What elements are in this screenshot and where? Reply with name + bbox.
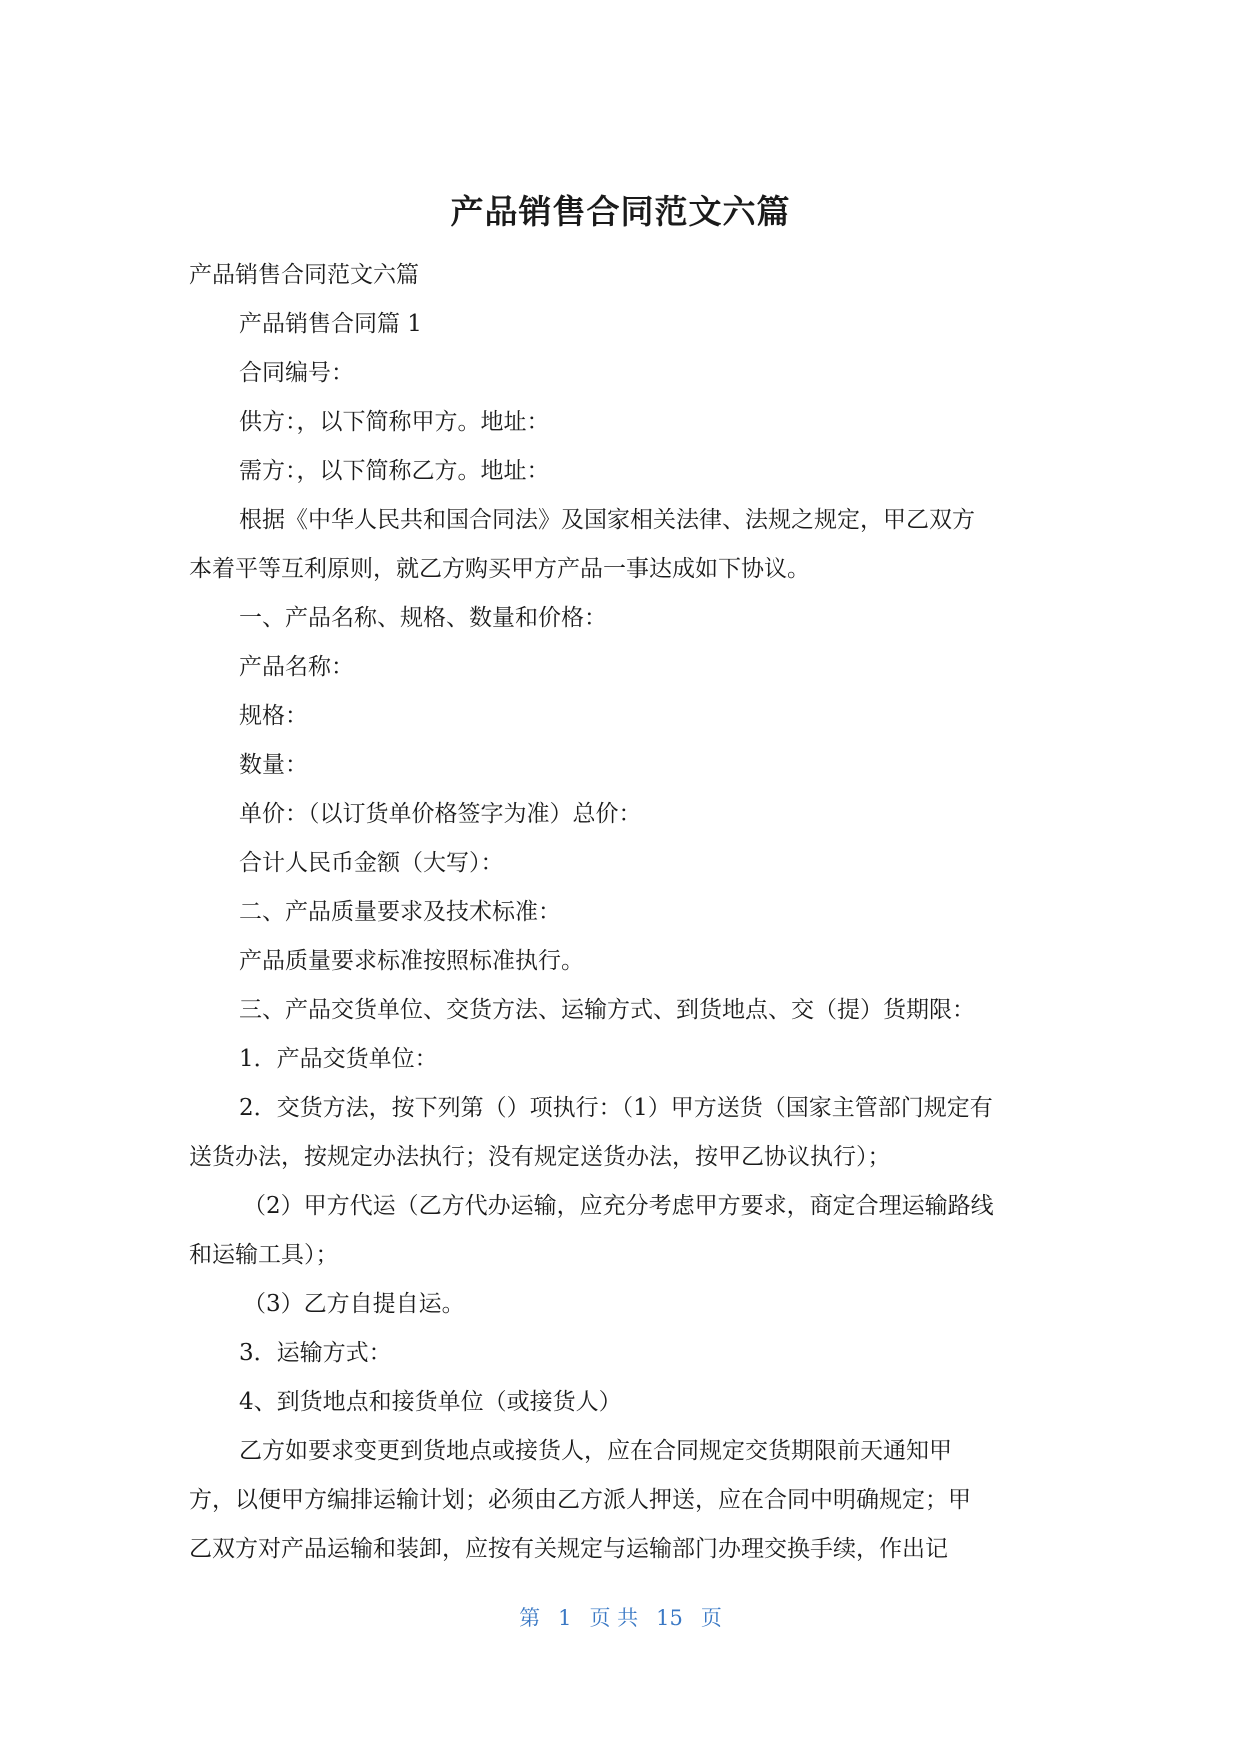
- paragraph-total-amount: 合计人民币金额（大写）：: [239, 850, 504, 876]
- paragraph-option-2: （2）甲方代运（乙方代办运输，应充分考虑甲方要求，商定合理运输路线: [243, 1193, 994, 1219]
- paragraph-unit-price: 单价：（以订货单价格签字为准）总价：: [239, 801, 642, 827]
- paragraph-preamble-cont: 本着平等互利原则，就乙方购买甲方产品一事达成如下协议。: [189, 556, 810, 582]
- document-body: [189, 251, 1051, 1574]
- page-title: 产品销售合同范文六篇: [450, 192, 791, 231]
- paragraph-transport-mode: 3．运输方式：: [239, 1340, 392, 1366]
- paragraph-quality-standard: 产品质量要求标准按照标准执行。: [239, 948, 584, 974]
- footer-total-pages: 15: [656, 1606, 683, 1630]
- footer-middle: 页 共: [589, 1606, 639, 1630]
- paragraph-buyer: 需方：，以下简称乙方。地址：: [239, 458, 550, 484]
- paragraph-heading: 产品销售合同范文六篇: [189, 262, 419, 288]
- paragraph-product-name: 产品名称：: [239, 654, 354, 680]
- paragraph-clause-1: 一、产品名称、规格、数量和价格：: [239, 605, 607, 631]
- footer-prefix: 第: [519, 1606, 541, 1630]
- paragraph-option-2-cont: 和运输工具）；: [189, 1242, 339, 1268]
- footer-suffix: 页: [700, 1606, 722, 1630]
- paragraph-destination: 4、到货地点和接货单位（或接货人）: [239, 1389, 622, 1415]
- paragraph-change-notice-cont-2: 乙双方对产品运输和装卸，应按有关规定与运输部门办理交换手续，作出记: [189, 1536, 948, 1562]
- paragraph-spec: 规格：: [239, 703, 308, 729]
- footer-page-number: 1: [558, 1606, 572, 1630]
- paragraph-preamble: 根据《中华人民共和国合同法》及国家相关法律、法规之规定，甲乙双方: [239, 507, 975, 533]
- paragraph-change-notice-cont-1: 方，以便甲方编排运输计划；必须由乙方派人押送，应在合同中明确规定；甲: [189, 1487, 971, 1513]
- paragraph-option-3: （3）乙方自提自运。: [243, 1291, 465, 1317]
- paragraph-contract-number: 合同编号：: [239, 360, 354, 386]
- paragraph-section-title: 产品销售合同篇 1: [239, 311, 422, 337]
- paragraph-quantity: 数量：: [239, 752, 308, 778]
- paragraph-supplier: 供方：，以下简称甲方。地址：: [239, 409, 550, 435]
- paragraph-clause-2: 二、产品质量要求及技术标准：: [239, 899, 561, 925]
- paragraph-delivery-unit: 1．产品交货单位：: [239, 1046, 438, 1072]
- page-footer: [0, 1603, 1241, 1633]
- paragraph-change-notice: 乙方如要求变更到货地点或接货人，应在合同规定交货期限前天通知甲: [239, 1438, 952, 1464]
- paragraph-clause-3: 三、产品交货单位、交货方法、运输方式、到货地点、交（提）货期限：: [239, 997, 975, 1023]
- paragraph-delivery-method-cont: 送货办法，按规定办法执行；没有规定送货办法，按甲乙协议执行）；: [189, 1144, 891, 1170]
- paragraph-delivery-method: 2．交货方法，按下列第（）项执行：（1）甲方送货（国家主管部门规定有: [239, 1095, 993, 1121]
